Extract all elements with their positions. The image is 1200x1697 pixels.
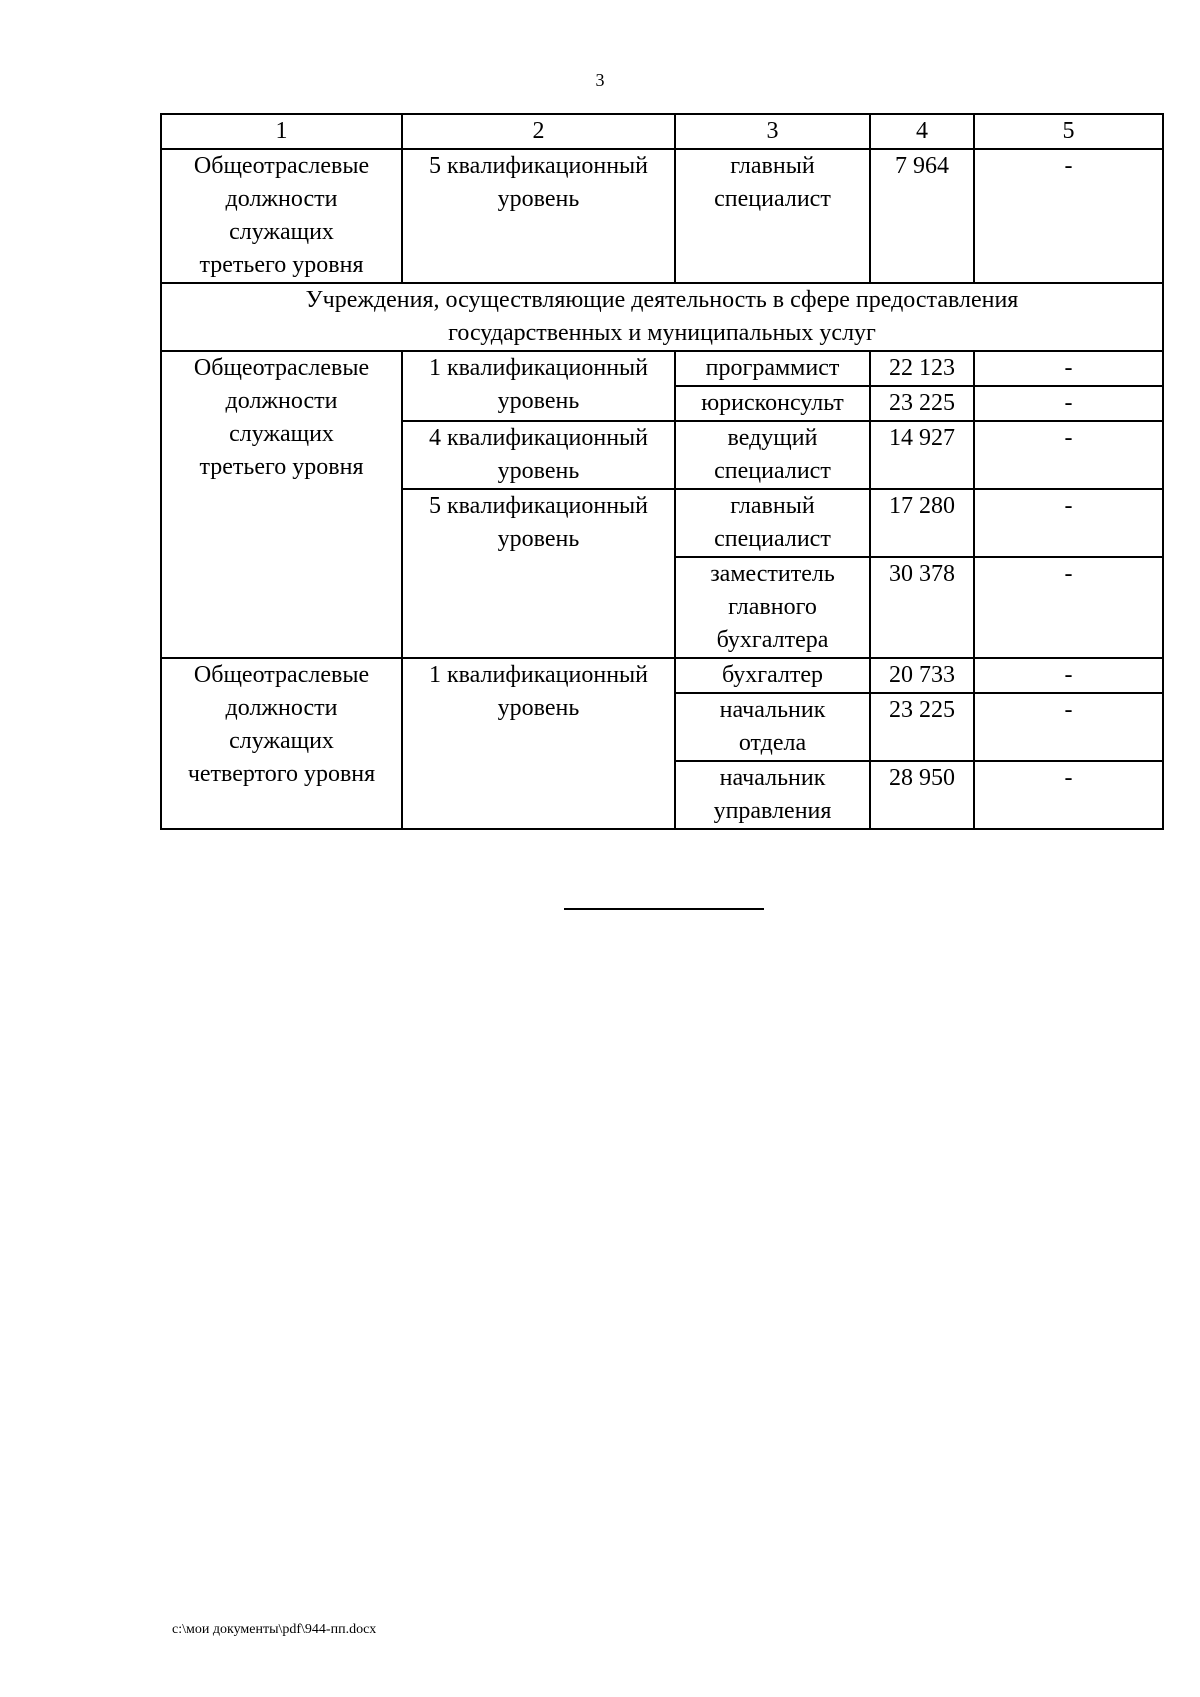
position-cell: начальник управления: [675, 761, 870, 829]
end-divider-line: [564, 908, 764, 910]
group-cell: Общеотраслевые должности служащих третьего уровня: [161, 149, 402, 283]
salary-cell: 28 950: [870, 761, 974, 829]
level-cell: 1 квалификационный уровень: [402, 658, 675, 829]
salary-cell: 14 927: [870, 421, 974, 489]
salary-cell: 23 225: [870, 693, 974, 761]
header-cell-3: 3: [675, 114, 870, 149]
note-cell: -: [974, 351, 1163, 386]
note-cell: -: [974, 557, 1163, 658]
position-cell: юрисконсульт: [675, 386, 870, 421]
salary-cell: 22 123: [870, 351, 974, 386]
level-cell: 1 квалификационный уровень: [402, 351, 675, 421]
footer-file-path: c:\мои документы\pdf\944-пп.docx: [172, 1622, 377, 1637]
position-cell: заместитель главного бухгалтера: [675, 557, 870, 658]
table-row: [161, 351, 1163, 386]
header-cell-4: 4: [870, 114, 974, 149]
level-cell: 5 квалификационный уровень: [402, 149, 675, 283]
position-cell: программист: [675, 351, 870, 386]
note-cell: -: [974, 658, 1163, 693]
salary-cell: 30 378: [870, 557, 974, 658]
position-cell: ведущий специалист: [675, 421, 870, 489]
table-row: [161, 658, 1163, 693]
table-row: [161, 149, 1163, 283]
note-cell: -: [974, 386, 1163, 421]
note-cell: -: [974, 421, 1163, 489]
note-cell: -: [974, 761, 1163, 829]
level-cell: 5 квалификационный уровень: [402, 489, 675, 658]
position-cell: начальник отдела: [675, 693, 870, 761]
page-number: 3: [595, 70, 605, 90]
salary-cell: 20 733: [870, 658, 974, 693]
position-cell: главный специалист: [675, 149, 870, 283]
section-heading-row: [161, 283, 1163, 351]
group-cell: Общеотраслевые должности служащих четвертого уровня: [161, 658, 402, 829]
section-heading: Учреждения, осуществляющие деятельность в сфере предоставления государственных и муниципальных услуг: [161, 283, 1163, 351]
note-cell: -: [974, 693, 1163, 761]
salary-table: [160, 113, 1164, 830]
note-cell: -: [974, 149, 1163, 283]
level-cell: 4 квалификационный уровень: [402, 421, 675, 489]
header-cell-2: 2: [402, 114, 675, 149]
position-cell: главный специалист: [675, 489, 870, 557]
header-cell-5: 5: [974, 114, 1163, 149]
position-cell: бухгалтер: [675, 658, 870, 693]
salary-cell: 7 964: [870, 149, 974, 283]
salary-cell: 23 225: [870, 386, 974, 421]
group-cell: Общеотраслевые должности служащих третьего уровня: [161, 351, 402, 658]
note-cell: -: [974, 489, 1163, 557]
salary-cell: 17 280: [870, 489, 974, 557]
table-header-row: [161, 114, 1163, 149]
header-cell-1: 1: [161, 114, 402, 149]
